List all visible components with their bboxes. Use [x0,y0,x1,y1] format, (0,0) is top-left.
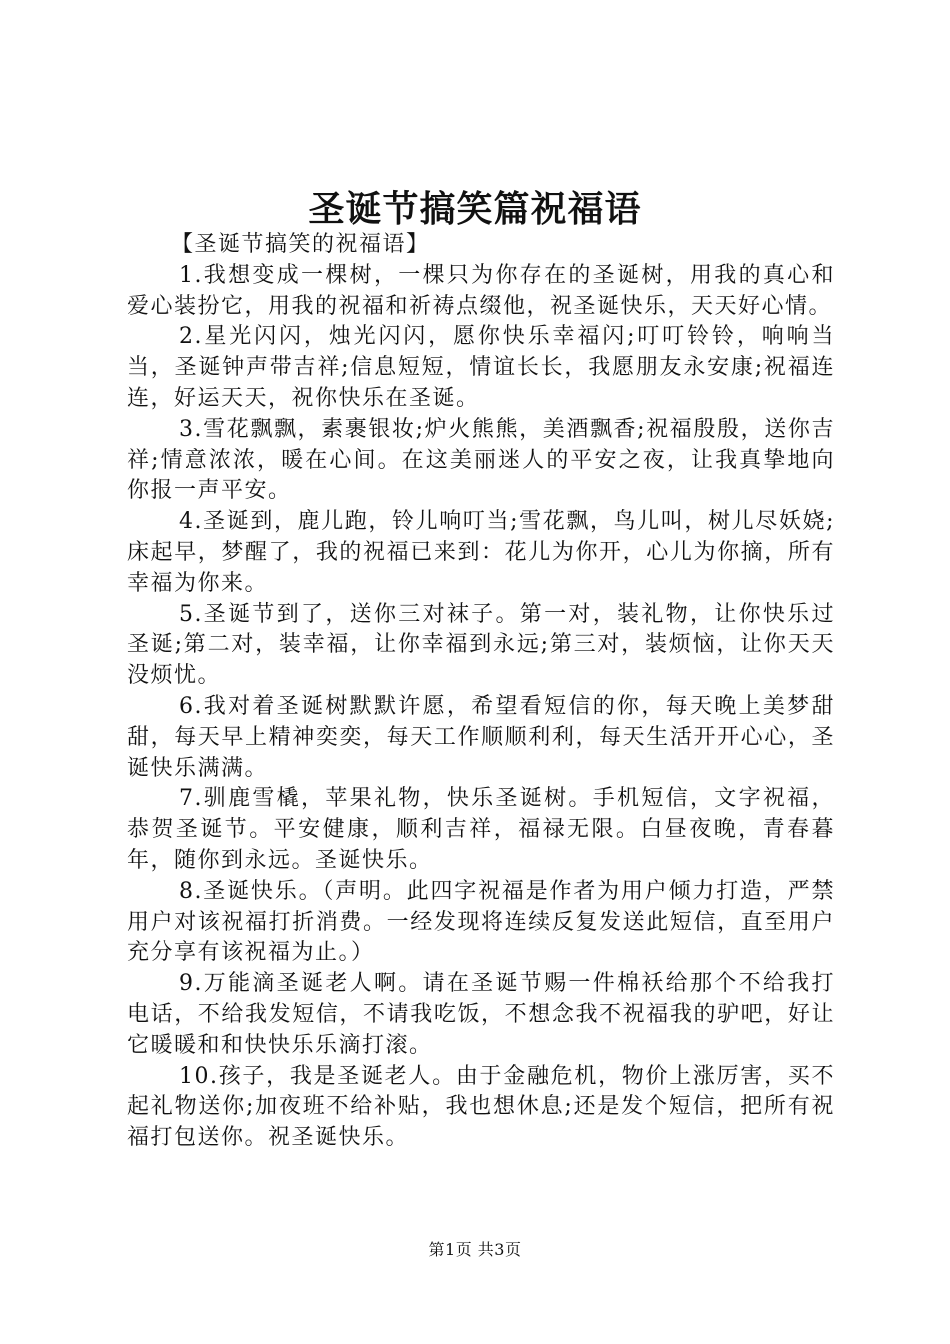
blessing-paragraph: 9.万能滴圣诞老人啊。请在圣诞节赐一件棉袄给那个不给我打电话，不给我发短信，不请我吃饭，不想念我不祝福我的驴吧，好让它暖暖和和快快乐乐滴打滚。 [127,971,835,1058]
blessing-paragraph: 1.我想变成一棵树，一棵只为你存在的圣诞树，用我的真心和爱心装扮它，用我的祝福和祈祷点缀他，祝圣诞快乐，天天好心情。 [127,262,835,319]
blessing-paragraph: 4.圣诞到，鹿儿跑，铃儿响叮当;雪花飘，鸟儿叫，树儿尽妖娆;床起早，梦醒了，我的祝福已来到：花儿为你开，心儿为你摘，所有幸福为你来。 [127,509,835,596]
blessing-paragraph: 10.孩子，我是圣诞老人。由于金融危机，物价上涨厉害，买不起礼物送你;加夜班不给补贴，我也想休息;还是发个短信，把所有祝福打包送你。祝圣诞快乐。 [127,1063,835,1151]
document-body [127,230,835,1154]
blessing-paragraph: 3.雪花飘飘，素裹银妆;炉火熊熊，美酒飘香;祝福殷殷，送你吉祥;情意浓浓，暖在心间。在这美丽迷人的平安之夜，让我真挚地向你报一声平安。 [127,416,835,504]
blessing-paragraph: 5.圣诞节到了，送你三对袜子。第一对，装礼物，让你快乐过圣诞;第二对，装幸福，让你幸福到永远;第三对，装烦恼，让你天天没烦忧。 [127,601,835,689]
blessing-paragraph: 6.我对着圣诞树默默许愿，希望看短信的你，每天晚上美梦甜甜，每天早上精神奕奕，每天工作顺顺利利，每天生活开开心心，圣诞快乐满满。 [127,693,835,781]
section-subheading: 【圣诞节搞笑的祝福语】 [171,232,430,257]
blessing-paragraph: 7.驯鹿雪橇，苹果礼物，快乐圣诞树。手机短信，文字祝福，恭贺圣诞节。平安健康，顺利吉祥，福禄无限。白昼夜晚，青春暮年，随你到永远。圣诞快乐。 [127,786,835,873]
document-title: 圣诞节搞笑篇祝福语 [308,188,642,230]
blessing-paragraph: 8.圣诞快乐。（声明。此四字祝福是作者为用户倾力打造，严禁用户对该祝福打折消费。一经发现将连续反复发送此短信，直至用户充分享有该祝福为止。） [127,878,835,966]
blessing-paragraph: 2.星光闪闪，烛光闪闪，愿你快乐幸福闪;叮叮铃铃，响响当当，圣诞钟声带吉祥;信息短短，情谊长长，我愿朋友永安康;祝福连连，好运天天，祝你快乐在圣诞。 [127,324,835,411]
page-indicator: 第1页 共3页 [428,1240,522,1259]
